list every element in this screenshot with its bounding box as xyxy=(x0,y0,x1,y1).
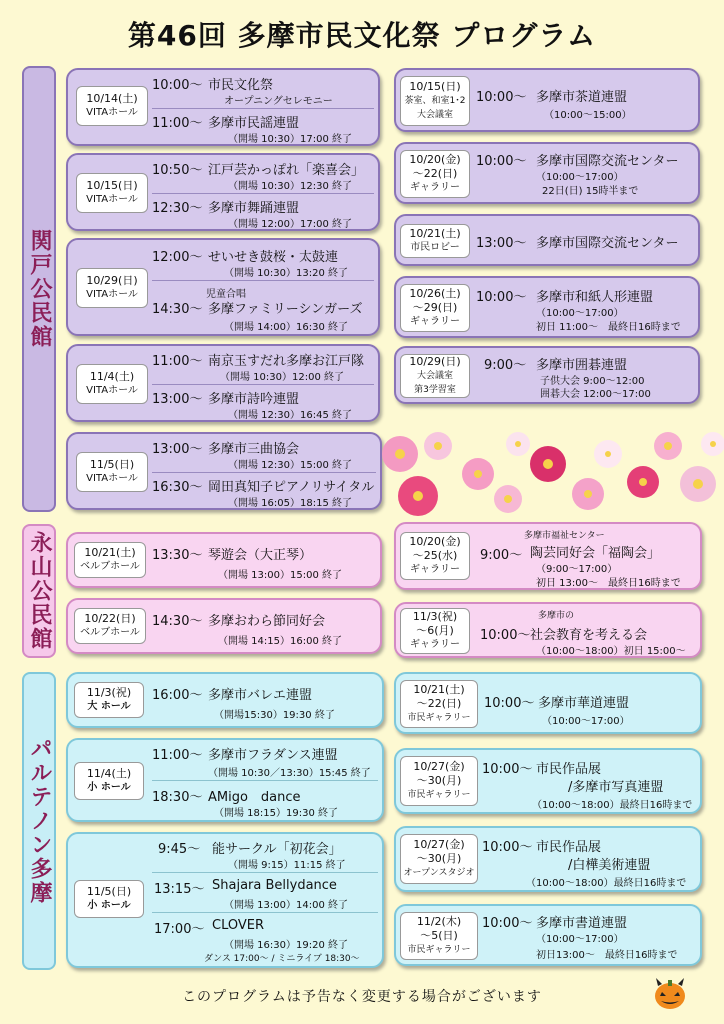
event-time: 12:30～ xyxy=(152,201,203,216)
venue-badge: 10/20(金) ～25(水) ギャラリー xyxy=(400,532,470,580)
venue-badge: 11/2(木) ～5(日) 市民ギャラリー xyxy=(400,912,478,960)
event-note: （開場 9:15）11:15 終了 xyxy=(228,860,346,871)
event-name: 社会教育を考える会 xyxy=(530,628,648,643)
event-card xyxy=(394,826,702,892)
event-name: 琴遊会（大正琴） xyxy=(208,548,313,563)
venue-badge: 10/21(土) ～22(日) 市民ギャラリー xyxy=(400,680,478,728)
event-card xyxy=(66,672,384,728)
event-note: （開場15:30）19:30 終了 xyxy=(214,710,335,721)
event-time: 11:00～ xyxy=(152,748,203,763)
venue-badge: 11/3(祝) ～6(月) ギャラリー xyxy=(400,608,470,654)
divider xyxy=(152,384,374,385)
event-time: 11:00～ xyxy=(152,354,203,369)
venue-badge: 10/21(土) ベルブホール xyxy=(74,542,146,578)
event-note: 囲碁大会 12:00～17:00 xyxy=(540,389,651,400)
event-name: /多摩市写真連盟 xyxy=(568,780,664,795)
divider xyxy=(152,872,378,873)
page-title: 第46回 多摩市民文化祭 プログラム xyxy=(127,19,597,52)
event-note: オープニングセレモニー xyxy=(224,96,333,107)
event-time: 14:30～ xyxy=(152,614,203,629)
venue-badge: 11/4(土) 小 ホール xyxy=(74,762,144,800)
event-note: （開場 10:30）12:30 終了 xyxy=(228,181,352,192)
event-name: 能サークル「初花会」 xyxy=(212,842,342,857)
flower-icon xyxy=(382,432,724,516)
venue-badge: 10/14(土) VITAホール xyxy=(76,86,148,126)
event-time: 9:00～ xyxy=(480,548,523,563)
event-note: 初日 13:00～ 最終日16時まで xyxy=(536,578,681,589)
event-name: 多摩市国際交流センター xyxy=(536,154,679,169)
event-name: 多摩市和紙人形連盟 xyxy=(536,290,654,305)
event-note: （10:00～18:00）初日 15:00～ xyxy=(536,646,686,657)
event-name: 多摩市国際交流センター xyxy=(536,236,679,251)
divider xyxy=(152,280,374,281)
event-card xyxy=(66,598,382,654)
venue-badge: 10/15(日) VITAホール xyxy=(76,173,148,213)
venue-badge: 10/27(金) ～30(月) オープンスタジオ xyxy=(400,834,478,884)
event-name: AMigo dance xyxy=(208,790,301,805)
event-name: 多摩おわら節同好会 xyxy=(208,614,326,629)
section-label-sekido: 関戸公民館 xyxy=(22,66,56,512)
event-card xyxy=(394,748,702,814)
pumpkin-icon xyxy=(650,972,690,1012)
event-card xyxy=(66,238,380,336)
event-name: 多摩市バレエ連盟 xyxy=(208,688,313,703)
event-note: （開場 14:00）16:30 終了 xyxy=(224,322,348,333)
event-note: （開場 13:00）14:00 終了 xyxy=(224,900,348,911)
event-name: 多摩市詩吟連盟 xyxy=(208,392,300,407)
event-note: （10:00～17:00） xyxy=(542,716,630,727)
event-note: （開場 13:00）15:00 終了 xyxy=(218,570,342,581)
event-name: 江戸芸かっぽれ「楽喜会」 xyxy=(208,163,365,178)
event-card xyxy=(66,432,382,510)
event-time: 17:00～ xyxy=(154,922,205,937)
venue-badge: 10/20(金) ～22(日) ギャラリー xyxy=(400,150,470,198)
venue-badge: 10/15(日) 茶室、和室1･2 大会議室 xyxy=(400,76,470,126)
event-card xyxy=(394,214,700,266)
event-time: 16:30～ xyxy=(152,480,203,495)
event-name: 多摩市三曲協会 xyxy=(208,442,300,457)
event-time: 10:50～ xyxy=(152,163,203,178)
divider xyxy=(152,780,378,781)
cosmos-flowers-illustration xyxy=(378,424,724,524)
event-note: ダンス 17:00～ / ミニライブ 18:30～ xyxy=(204,954,360,964)
event-note: 多摩市福祉センター xyxy=(524,531,605,541)
event-card xyxy=(66,344,380,422)
footer-note: このプログラムは予告なく変更する場合がございます xyxy=(182,989,542,1005)
event-note: （開場 14:15）16:00 終了 xyxy=(218,636,342,647)
event-name: 多摩市民謡連盟 xyxy=(208,116,300,131)
venue-badge: 11/5(日) VITAホール xyxy=(76,452,148,492)
event-name: 南京玉すだれ多摩お江戸隊 xyxy=(208,354,365,369)
event-note: （開場 12:30）15:00 終了 xyxy=(228,460,352,471)
event-card xyxy=(394,672,702,734)
event-card xyxy=(394,142,700,204)
event-name: 岡田真知子ピアノリサイタル xyxy=(208,480,375,495)
event-note: （10:00～17:00） xyxy=(536,308,624,319)
event-note: （開場 12:00）17:00 終了 xyxy=(228,219,352,230)
event-card xyxy=(66,532,382,588)
event-name: 市民作品展 xyxy=(536,762,602,777)
section-label-parthenon: パルテノン多摩 xyxy=(22,672,56,970)
event-note: （開場 18:15）19:30 終了 xyxy=(214,808,338,819)
event-time: 13:00～ xyxy=(152,442,203,457)
event-card xyxy=(394,602,702,658)
event-note: （開場 16:30）19:20 終了 xyxy=(224,940,348,951)
event-card xyxy=(66,832,384,968)
event-note: （開場 16:05）18:15 終了 xyxy=(228,498,352,509)
event-name: CLOVER xyxy=(212,918,264,933)
event-note: （10:00～18:00）最終日16時まで xyxy=(526,878,687,889)
event-time: 10:00～ xyxy=(476,154,527,169)
venue-badge: 11/5(日) 小 ホール xyxy=(74,880,144,918)
event-time: 10:00～ xyxy=(152,78,203,93)
venue-badge: 10/26(土) ～29(日) ギャラリー xyxy=(400,284,470,332)
divider xyxy=(152,472,376,473)
event-card xyxy=(66,68,380,146)
event-name: 多摩市書道連盟 xyxy=(536,916,628,931)
event-note: 児童合唱 xyxy=(206,289,246,300)
event-time: 9:45～ xyxy=(158,842,201,857)
venue-badge: 10/22(日) ベルブホール xyxy=(74,608,146,644)
event-note: 子供大会 9:00～12:00 xyxy=(540,376,645,387)
event-name: 多摩市囲碁連盟 xyxy=(536,358,628,373)
event-card xyxy=(66,738,384,822)
event-name: 市民文化祭 xyxy=(208,78,274,93)
event-card xyxy=(394,68,700,132)
event-note: （開場 10:30）12:00 終了 xyxy=(220,372,344,383)
venue-badge: 10/29(日) VITAホール xyxy=(76,268,148,308)
venue-badge: 10/21(土) 市民ロビー xyxy=(400,224,470,258)
event-note: 多摩市の xyxy=(538,611,575,621)
event-note: 22日(日) 15時半まで xyxy=(542,186,639,197)
event-card xyxy=(394,276,700,338)
event-name: Shajara Bellydance xyxy=(212,878,337,893)
divider xyxy=(152,912,378,913)
venue-badge: 11/4(土) VITAホール xyxy=(76,364,148,404)
divider xyxy=(152,193,374,194)
section-label-nagayama: 永山公民館 xyxy=(22,524,56,658)
event-time: 10:00～ xyxy=(484,696,535,711)
event-note: （10:00～17:00） xyxy=(536,934,624,945)
event-name: 市民作品展 xyxy=(536,840,602,855)
event-time: 10:00～ xyxy=(476,90,527,105)
event-card xyxy=(66,153,380,231)
event-name: せいせき鼓桜・太鼓連 xyxy=(208,250,339,265)
event-time: 10:00～ xyxy=(482,916,533,931)
venue-badge: 10/29(日) 大会議室 第3学習室 xyxy=(400,354,470,398)
venue-badge: 10/27(金) ～30(月) 市民ギャラリー xyxy=(400,756,478,806)
event-card xyxy=(394,346,700,404)
event-name: 多摩市フラダンス連盟 xyxy=(208,748,338,763)
event-note: （開場 10:30）13:20 終了 xyxy=(224,268,348,279)
event-name: 多摩市茶道連盟 xyxy=(536,90,628,105)
event-time: 10:00～ xyxy=(480,628,531,643)
event-time: 10:00～ xyxy=(482,840,533,855)
event-name: 多摩ファミリーシンガーズ xyxy=(208,302,363,317)
event-note: （10:00～17:00） xyxy=(536,172,624,183)
event-name: 陶芸同好会「福陶会」 xyxy=(530,546,661,561)
event-time: 10:00～ xyxy=(482,762,533,777)
event-card xyxy=(394,522,702,590)
event-time: 13:15～ xyxy=(154,882,205,897)
event-time: 18:30～ xyxy=(152,790,203,805)
event-time: 13:00～ xyxy=(476,236,527,251)
event-card xyxy=(394,904,702,966)
venue-badge: 11/3(祝) 大 ホール xyxy=(74,682,144,718)
event-name: 多摩市華道連盟 xyxy=(538,696,630,711)
event-time: 12:00～ xyxy=(152,250,203,265)
event-note: （10:00～15:00） xyxy=(544,110,632,121)
event-time: 13:00～ xyxy=(152,392,203,407)
event-note: （開場 10:30／13:30）15:45 終了 xyxy=(208,768,371,779)
event-note: （開場 10:30）17:00 終了 xyxy=(228,134,352,145)
event-time: 14:30～ xyxy=(152,302,203,317)
event-time: 13:30～ xyxy=(152,548,203,563)
event-time: 16:00～ xyxy=(152,688,203,703)
event-note: （開場 12:30）16:45 終了 xyxy=(228,410,352,421)
event-note: 初日13:00～ 最終日16時まで xyxy=(536,950,678,961)
event-name: /白樺美術連盟 xyxy=(568,858,651,873)
event-note: 初日 11:00～ 最終日16時まで xyxy=(536,322,681,333)
event-time: 11:00～ xyxy=(152,116,203,131)
event-time: 10:00～ xyxy=(476,290,527,305)
divider xyxy=(152,108,374,109)
event-note: （9:00～17:00） xyxy=(536,564,618,575)
event-note: （10:00～18:00）最終日16時まで xyxy=(532,800,693,811)
event-time: 9:00～ xyxy=(484,358,527,373)
event-name: 多摩市舞踊連盟 xyxy=(208,201,300,216)
